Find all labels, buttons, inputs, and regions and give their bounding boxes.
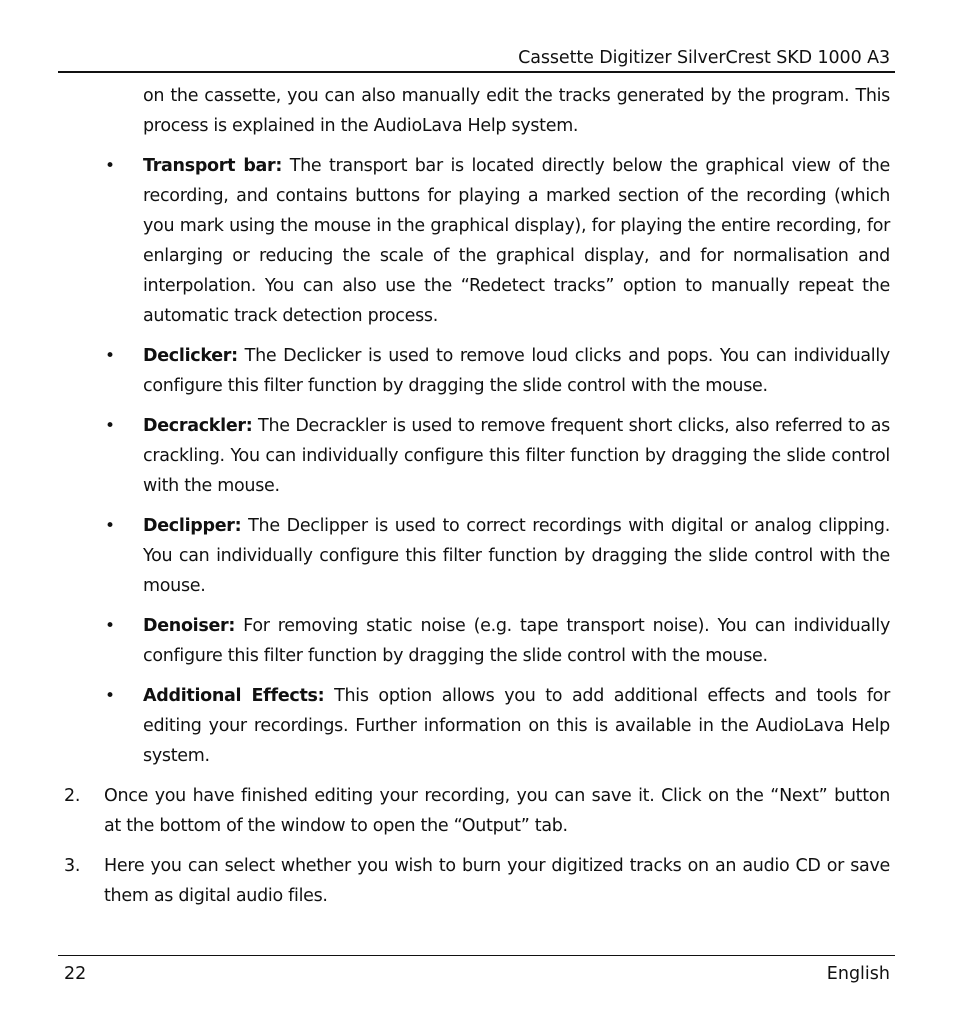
bullet-item-decrackler [105, 411, 890, 501]
bullet-item-transport-bar [105, 151, 891, 331]
step-text: Here you can select whether you wish to burn your digitized tracks on an audio CD or save them as digital audio files. [104, 856, 890, 906]
bullet-term: Declipper: [143, 516, 242, 536]
numbered-step-2 [64, 781, 890, 841]
page-number: 22 [64, 964, 87, 984]
step-number: 3. [64, 856, 81, 876]
bullet-dot-icon: • [105, 156, 115, 176]
bullet-item-declicker [105, 341, 890, 401]
bullet-item-declipper [105, 511, 890, 601]
document-header-title: Cassette Digitizer SilverCrest SKD 1000 A3 [518, 48, 890, 68]
bullet-text: The transport bar is located directly below the graphical view of the recording, and contains buttons for playing a marked section of the recording (which you mark using the mouse in the graphical display), for playing the entire recording, for enlarging or reducing the scale of the graphical display, and for normalisation and interpolation. You can also use the “Redetect tracks” option to manually repeat the automatic track detection process. [143, 156, 891, 326]
bullet-term: Additional Effects: [143, 686, 325, 706]
intro-paragraph: on the cassette, you can also manually edit the tracks generated by the program. This process is explained in the AudioLava Help system. [143, 86, 890, 136]
bullet-text: The Decrackler is used to remove frequent short clicks, also referred to as crackling. You can individually configure this filter function by dragging the slide control with the mouse. [143, 416, 890, 496]
bullet-term: Transport bar: [143, 156, 283, 176]
bullet-item-denoiser [105, 611, 890, 671]
header-divider [58, 71, 895, 73]
bullet-term: Denoiser: [143, 616, 236, 636]
step-number: 2. [64, 786, 81, 806]
numbered-step-3 [64, 851, 890, 911]
step-text: Once you have finished editing your recording, you can save it. Click on the “Next” button at the bottom of the window to open the “Output” tab. [104, 786, 890, 836]
bullet-term: Declicker: [143, 346, 238, 366]
bullet-text: This option allows you to add additional effects and tools for editing your recordings. Further information on this is available in the AudioLava Help system. [143, 686, 890, 766]
footer-language: English [826, 964, 890, 984]
bullet-text: The Declipper is used to correct recordings with digital or analog clipping. You can individually configure this filter function by dragging the slide control with the mouse. [143, 516, 890, 596]
bullet-dot-icon: • [105, 616, 115, 636]
bullet-text: For removing static noise (e.g. tape transport noise). You can individually configure this filter function by dragging the slide control with the mouse. [143, 616, 890, 666]
bullet-dot-icon: • [105, 346, 115, 366]
bullet-term: Decrackler: [143, 416, 253, 436]
feature-bullet-list [0, 151, 954, 771]
bullet-item-additional-effects [105, 681, 890, 771]
bullet-dot-icon: • [105, 516, 115, 536]
footer-divider [58, 955, 895, 956]
bullet-dot-icon: • [105, 416, 115, 436]
bullet-dot-icon: • [105, 686, 115, 706]
bullet-text: The Declicker is used to remove loud clicks and pops. You can individually configure this filter function by dragging the slide control with the mouse. [143, 346, 890, 396]
page-body [0, 81, 954, 921]
